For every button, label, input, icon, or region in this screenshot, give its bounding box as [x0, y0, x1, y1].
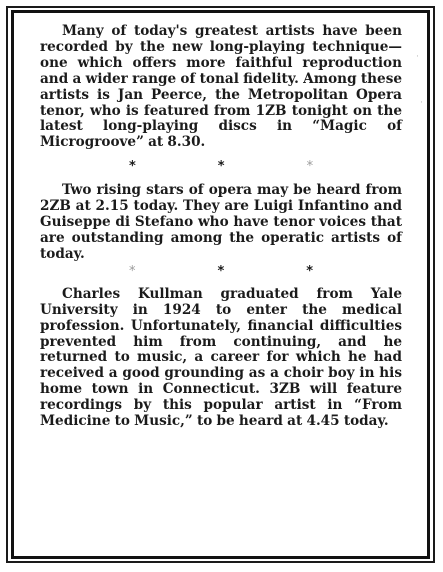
- separator-star: *: [128, 159, 136, 175]
- separator-1: [40, 156, 402, 178]
- paragraph-charles-kullman: Charles Kullman graduated from Yale University in 1924 to enter the medical profession. Unfortunately, financial difficulties prevented him from continuing, and he returned to music, a career for which he had received a good grounding as a choir boy in his home town in Connecticut. 3ZB will feature recordings by this popular artist in “From Medicine to Music,” to be heard at 4.45 today.: [40, 285, 402, 430]
- paragraph-jan-peerce: Many of today's greatest artists have been recorded by the new long-playing technique—one which offers more faithful reproduction and a wider range of tonal fidelity. Among these artists is Jan Peerce, the Metropolitan Opera tenor, who is featured from 1ZB tonight on the latest long-playing discs in “Magic of Microgroove” at 8.30.: [40, 23, 402, 151]
- separator-star: *: [128, 263, 136, 279]
- print-speck: ·: [416, 52, 419, 62]
- article-column: [40, 24, 402, 430]
- separator-2: [40, 263, 402, 281]
- separator-star: *: [217, 263, 225, 279]
- paragraph-opera-stars: Two rising stars of opera may be heard from 2ZB at 2.15 today. They are Luigi Infantino and Guiseppe di Stefano who have tenor voices that are outstanding among the operatic artists of today.: [40, 182, 402, 262]
- separator-star: *: [306, 263, 314, 279]
- print-speck: ·: [420, 98, 423, 108]
- separator-star: *: [306, 159, 314, 175]
- separator-star: *: [217, 159, 225, 175]
